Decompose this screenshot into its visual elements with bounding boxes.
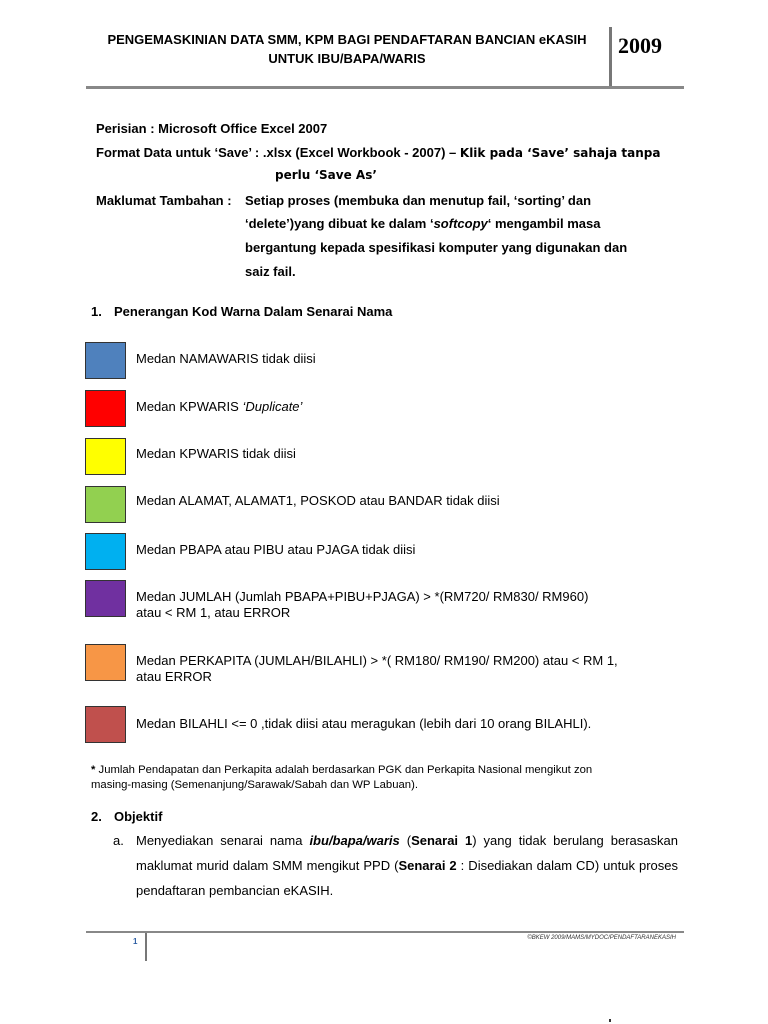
header-divider [609,27,612,88]
legend-text-3: Medan KPWARIS tidak diisi [136,446,296,461]
swatch-orange [85,644,126,681]
swatch-red [85,390,126,427]
footer-divider [145,933,147,961]
header-title-line1: PENGEMASKINIAN DATA SMM, KPM BAGI PENDAFTARAN BANCIAN eKASIH [107,32,587,47]
section-1-number: 1. [91,304,102,319]
format-prefix: Format Data untuk ‘Save’ : .xlsx (Excel Workbook - 2007) – [96,145,460,160]
swatch-dark-red [85,706,126,743]
legend-text-2-main: Medan KPWARIS [136,399,243,414]
objective-letter: a. [113,833,124,848]
note-line-2: masing-masing (Semenanjung/Sarawak/Sabah dan WP Labuan). [91,779,418,791]
legend-text-8: Medan BILAHLI <= 0 ,tidak diisi atau meragukan (lebih dari 10 orang BILAHLI). [136,716,592,731]
note-star: * [91,764,96,776]
swatch-yellow [85,438,126,475]
income-note [91,763,691,793]
header-rule [86,86,684,89]
legend-text-5: Medan PBAPA atau PIBU atau PJAGA tidak diisi [136,542,416,557]
swatch-blue [85,342,126,379]
section-2-number: 2. [91,809,102,824]
legend-text-6-line2: atau < RM 1, atau ERROR [136,605,291,620]
obj-t6: Senarai 2 [398,858,457,873]
legend-text-2-italic: ‘Duplicate’ [242,399,303,414]
software-line: Perisian : Microsoft Office Excel 2007 [96,121,328,136]
swatch-purple [85,580,126,617]
page-number: 1 [133,937,138,946]
section-2-title: Objektif [114,809,163,824]
format-suffix: Klik pada ‘Save’ sahaja tanpa [459,146,661,160]
section-1-title: Penerangan Kod Warna Dalam Senarai Nama [114,304,393,319]
footer-rule [86,931,684,933]
legend-text-7-line2: atau ERROR [136,669,212,684]
obj-t2: ibu/bapa/waris [309,833,400,848]
obj-t4: Senarai 1 [411,833,473,848]
page-header-title [86,30,608,68]
legend-text-4: Medan ALAMAT, ALAMAT1, POSKOD atau BANDAR tidak diisi [136,493,500,508]
extra-line-1: Setiap proses (membuka dan menutup fail, ‘sorting’ dan [245,193,592,208]
format-line [96,145,660,160]
extra-line-4: saiz fail. [245,264,296,279]
swatch-green [85,486,126,523]
legend-text-6-line1: Medan JUMLAH (Jumlah PBAPA+PIBU+PJAGA) > *(RM720/ RM830/ RM960) [136,589,589,604]
extra-line-3: bergantung kepada spesifikasi komputer yang digunakan dan [245,240,628,255]
note-line-1 [91,763,691,778]
extra-line-2 [245,216,600,231]
extra-line-2-post: ‘ mengambil masa [487,216,601,231]
extra-line-2-italic: softcopy [433,216,488,231]
swatch-light-blue [85,533,126,570]
legend-text-1: Medan NAMAWARIS tidak diisi [136,351,316,366]
obj-t7: : Disediakan dalam CD) untuk proses pendaftaran pembancian eKASIH. [136,858,678,898]
objective-paragraph [136,828,678,903]
legend-text-7-line1: Medan PERKAPITA (JUMLAH/BILAHLI) > *( RM180/ RM190/ RM200) atau < RM 1, [136,653,618,668]
header-title-line2: UNTUK IBU/BAPA/WARIS [268,51,426,66]
page-mark [609,1019,611,1022]
obj-t1: Menyediakan senarai nama [136,833,310,848]
extra-line-2-pre: ‘delete’)yang dibuat ke dalam ‘ [245,216,434,231]
obj-t5: ) yang tidak berulang berasaskan maklumat murid dalam SMM mengikut PPD ( [136,833,678,873]
format-continuation: perlu ‘Save As’ [275,168,377,182]
header-year: 2009 [618,33,662,58]
legend-text-6 [136,589,588,621]
note-line-1-text: Jumlah Pendapatan dan Perkapita adalah berdasarkan PGK dan Perkapita Nasional mengikut zon [95,764,593,776]
legend-text-7 [136,653,618,685]
extra-label: Maklumat Tambahan : [96,193,232,208]
footer-reference: ©BKEW 2009/MAMS/MYDOC/PENDAFTARANEKASIH [527,935,676,941]
legend-text-2 [136,399,302,415]
obj-t3: ( [399,833,412,848]
